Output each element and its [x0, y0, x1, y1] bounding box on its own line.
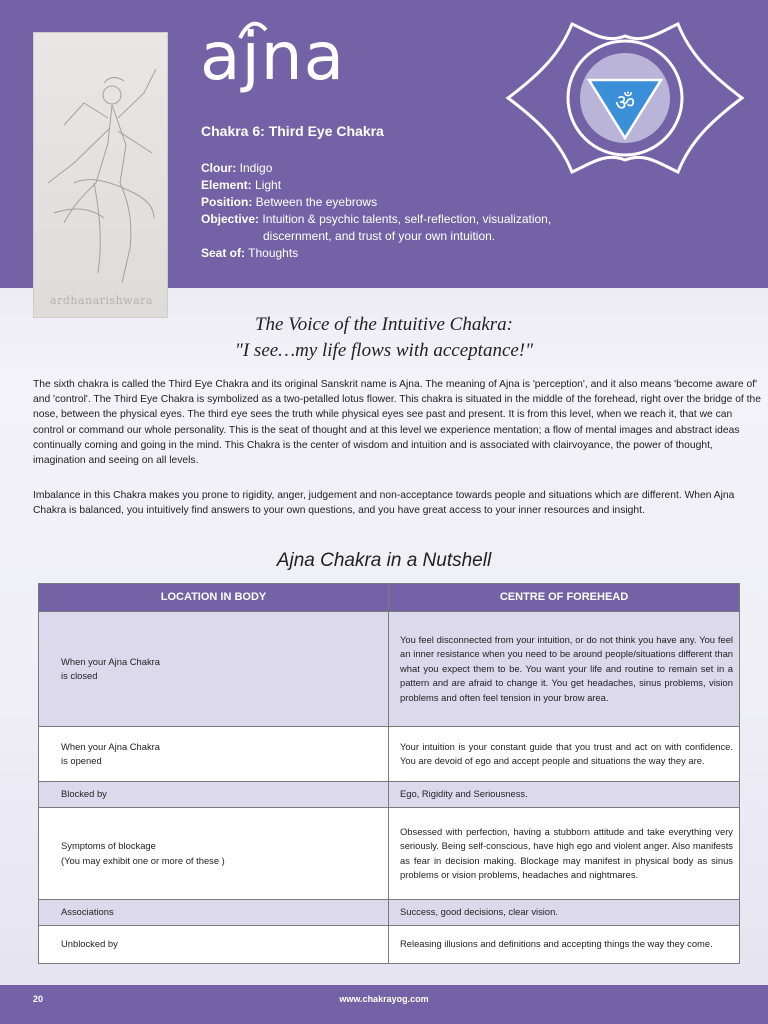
table-row: [39, 808, 740, 900]
row-label: When your Ajna Chakra is opened: [39, 727, 389, 782]
table-header-row: [39, 584, 740, 612]
fact-colour: Clour: Indigo: [201, 161, 273, 175]
row-description: Obsessed with perfection, having a stubborn attitude and take everything very seriously. Being self-conscious, have high ego and violent anger. Also manifests as fear in decision making. Blockage may manifest in physical body as sinus problems or vision problems, headaches and nightmares.: [389, 808, 740, 900]
nutshell-table: [38, 583, 740, 964]
quote-line-1: The Voice of the Intuitive Chakra:: [254, 314, 514, 335]
imbalance-paragraph: Imbalance in this Chakra makes you prone to rigidity, anger, judgement and non-acceptance towards people and situations which are different. When Ajna Chakra is balanced, you intuitively find answers to your own questions, and you have great access to your inner resources and insight.: [33, 490, 735, 517]
row-description: Releasing illusions and definitions and accepting things the way they come.: [389, 926, 740, 964]
fact-objective: Objective: Intuition & psychic talents, self-reflection, visualization, discernment, and trust of your own intuition.: [201, 212, 552, 243]
row-description: Success, good decisions, clear vision.: [389, 900, 740, 926]
row-description: Ego, Rigidity and Seriousness.: [389, 782, 740, 808]
table-row: [39, 926, 740, 964]
column-header-centre: CENTRE OF FOREHEAD: [389, 584, 740, 612]
fact-seat: Seat of: Thoughts: [201, 246, 299, 260]
table-row: [39, 900, 740, 926]
ardhanarishwara-illustration: [33, 32, 168, 318]
intro-paragraph: The sixth chakra is called the Third Eye Chakra and its original Sanskrit name is Ajna. The meaning of Ajna is 'perception', and it also means 'become aware of' and 'control'. The Third Eye Chakra is symbolized as a two-petalled lotus flower. This chakra is situated in the middle of the forehead, right over the bridge of the nose, between the physical eyes. The third eye sees the truth while physical eyes see past and present. It is from this level, when we reach it, that we can control or command our whole personality. This is the seat of thought and at this level we experience mentation; a flow of mental images and abstract ideas continually coming and going in the mind. This Chakra is the center of wisdom and intuition and is associated with clairvoyance, the power of thought, imagination and seeing on all levels.: [33, 379, 761, 467]
row-label: Associations: [39, 900, 389, 926]
quote-line-2: "I see…my life flows with acceptance!": [234, 340, 534, 361]
fact-position: Position: Between the eyebrows: [201, 195, 378, 209]
chakra-name-logo: ajna: [200, 18, 346, 95]
om-glyph: ॐ: [614, 91, 636, 116]
fact-element: Element: Light: [201, 178, 282, 192]
row-description: You feel disconnected from your intuition, or do not think you have any. You feel an inner resistance when you need to be around people/situations different than what you expect them to be. You want your life and routine to remain set in a pattern and are afraid to change it. You get headaches, sinus problems, vision problems and often feel tension in your brow area.: [389, 612, 740, 727]
website-link[interactable]: www.chakrayog.com: [339, 994, 429, 1004]
table-row: [39, 612, 740, 727]
table-row: [39, 727, 740, 782]
chakra-facts: [201, 160, 551, 262]
table-row: [39, 782, 740, 808]
row-label: Blocked by: [39, 782, 389, 808]
row-description: Your intuition is your constant guide that you trust and act on with confidence. You are devoid of ego and accept people and situations the way they are.: [389, 727, 740, 782]
page-number: 20: [33, 994, 44, 1004]
third-eye-chakra-icon: [500, 14, 750, 184]
footer-bar: [0, 985, 768, 1024]
row-label: Symptoms of blockage (You may exhibit one or more of these ): [39, 808, 389, 900]
chakra-subtitle: Chakra 6: Third Eye Chakra: [201, 123, 384, 139]
column-header-location: LOCATION IN BODY: [39, 584, 389, 612]
chakra-quote: [0, 312, 768, 364]
row-label: When your Ajna Chakra is closed: [39, 612, 389, 727]
nutshell-title: Ajna Chakra in a Nutshell: [276, 550, 492, 571]
illustration-caption: ardhanarishwara: [50, 294, 153, 307]
row-label: Unblocked by: [39, 926, 389, 964]
